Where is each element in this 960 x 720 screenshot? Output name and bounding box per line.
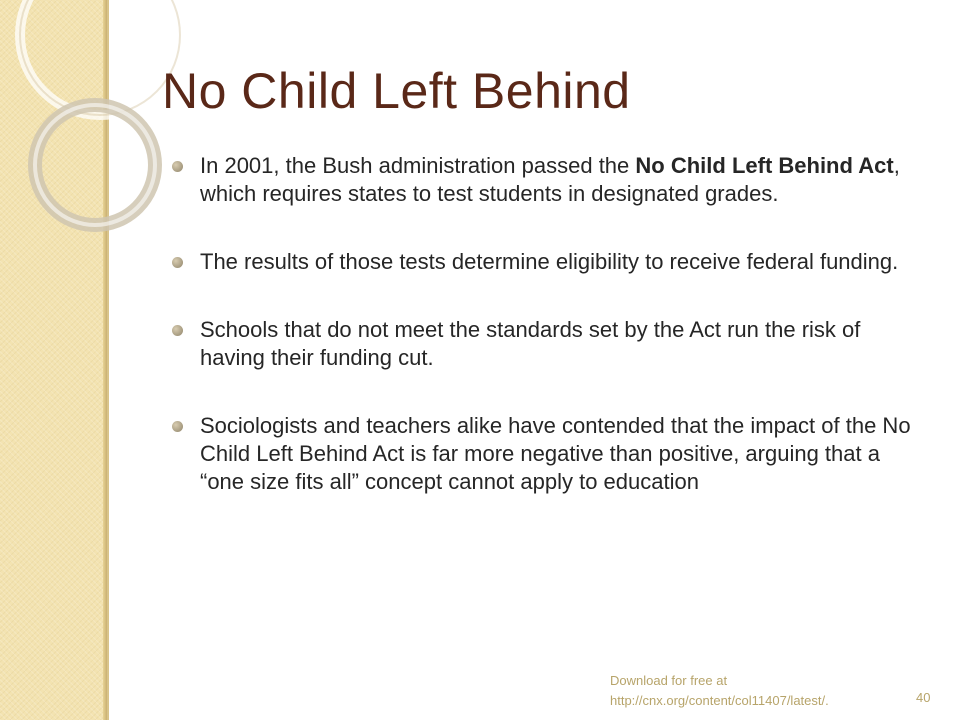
bullet-text xyxy=(200,249,898,274)
bullet-text-bold: No Child Left Behind Act xyxy=(635,153,894,178)
bullet-text-post: , which requires states to test students in designated grades. xyxy=(200,153,900,206)
bullet-item xyxy=(170,316,915,372)
bullet-list xyxy=(170,152,915,536)
bullet-text-pre: The results of those tests determine eligibility to receive federal funding. xyxy=(200,249,899,274)
page-number: 40 xyxy=(916,690,931,705)
bullet-text xyxy=(200,317,860,370)
decorative-ring-small-highlight xyxy=(35,105,155,225)
footer-line-1: Download for free at xyxy=(610,673,728,688)
decorative-ring-large xyxy=(20,0,180,115)
bullet-text xyxy=(200,153,900,206)
bullet-dot-icon xyxy=(172,421,183,432)
bullet-text-pre: Sociologists and teachers alike have contended that the impact of the No Child Left Behind Act is far more negative than positive, arguing that a “one size fits all” concept cannot apply to education xyxy=(200,413,911,494)
bullet-item xyxy=(170,248,915,276)
bullet-item xyxy=(170,152,915,208)
footer-download-note xyxy=(610,671,890,711)
bullet-dot-icon xyxy=(172,325,183,336)
bullet-dot-icon xyxy=(172,257,183,268)
bullet-item xyxy=(170,412,915,496)
footer-link[interactable]: http://cnx.org/content/col11407/latest/. xyxy=(610,693,829,708)
bullet-text-pre: In 2001, the Bush administration passed the xyxy=(200,153,636,178)
bullet-text-pre: Schools that do not meet the standards set by the Act run the risk of having their funding cut. xyxy=(200,317,861,370)
slide-title: No Child Left Behind xyxy=(162,63,631,119)
bullet-text xyxy=(200,413,911,494)
bullet-dot-icon xyxy=(172,161,183,172)
